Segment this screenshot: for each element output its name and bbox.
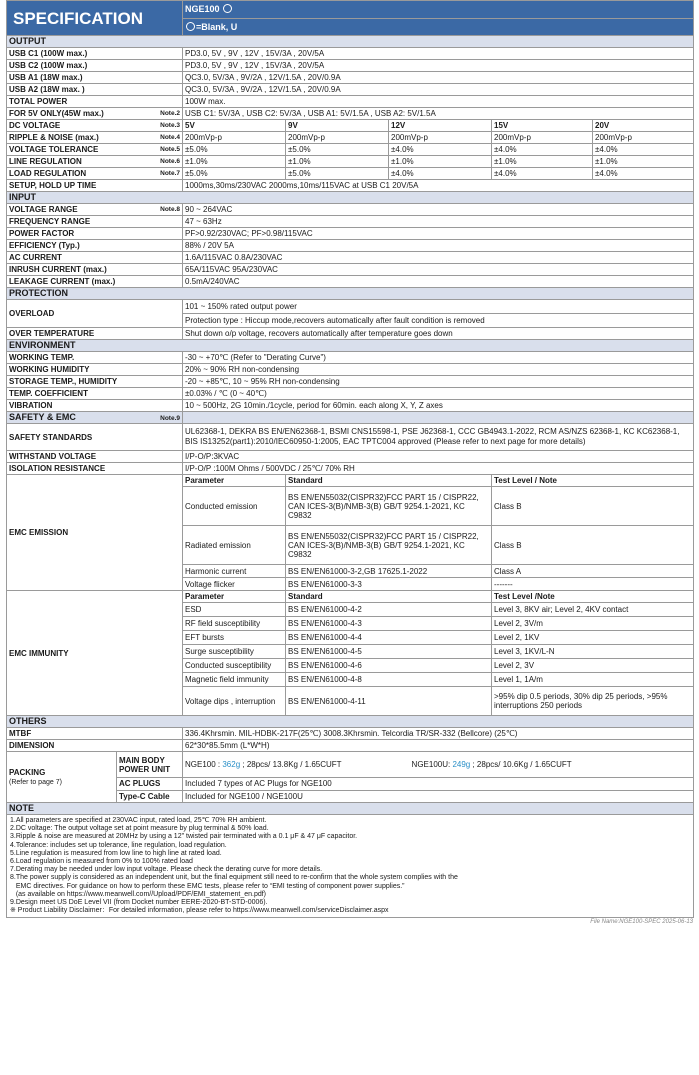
emi-param: Conducted emission [183,487,286,526]
ems-standard: BS EN/EN61000-4-11 [286,687,492,716]
option-circle-icon [186,22,195,31]
tolerance-value: ±4.0% [492,144,593,156]
emi-standard: BS EN/EN61000-3-2,GB 17625.1-2022 [286,565,492,578]
label-type-c-cable: Type-C Cable [117,790,183,803]
ems-level: Level 2, 1KV [492,631,694,645]
label-emc-immunity: EMC IMMUNITY [7,591,183,716]
emi-level: Class A [492,565,694,578]
emi-header-level: Test Level / Note [492,475,694,487]
note-line: (as available on https://www.meanwell.com//Upload/PDF/EMI_statement_en.pdf) [10,890,267,898]
ems-header-parameter: Parameter [183,591,286,603]
label-inrush: INRUSH CURRENT (max.) [7,264,183,276]
value-over-temperature: Shut down o/p voltage, recovers automatically after temperature goes down [183,328,694,340]
label-isolation: ISOLATION RESISTANCE [7,463,183,475]
ems-standard: BS EN/EN61000-4-8 [286,673,492,687]
value-temp-coefficient: ±0.03% / ℃ (0 ~ 40℃) [183,388,694,400]
label-safety-standards: SAFETY STANDARDS [7,424,183,451]
value-ac-current: 1.6A/115VAC 0.8A/230VAC [183,252,694,264]
ems-level: Level 3, 1KV/L-N [492,645,694,659]
dc-voltage-15v: 15V [492,120,593,132]
ems-param: Magnetic field immunity [183,673,286,687]
section-safety-fill [183,412,694,424]
label-working-humidity: WORKING HUMIDITY [7,364,183,376]
model-option: =Blank, U [183,18,694,36]
file-footer: File Name:NGE100-SPEC 2025-06-13 [590,919,693,926]
label-dc-voltage: DC VOLTAGE Note.3 [7,120,183,132]
label-usb-c1: USB C1 (100W max.) [7,48,183,60]
value-setup-holdup: 1000ms,30ms/230VAC 2000ms,10ms/115VAC at USB C1 20V/5A [183,180,694,192]
ems-param: EFT bursts [183,631,286,645]
label-voltage-tolerance: VOLTAGE TOLERANCE Note.5 [7,144,183,156]
label-over-temperature: OVER TEMPERATURE [7,328,183,340]
value-ac-plugs: Included 7 types of AC Plugs for NGE100 [183,778,694,790]
line-reg-value: ±1.0% [286,156,389,168]
value-safety-standards: UL62368-1, DEKRA BS EN/EN62368-1, BSMI CNS15598-1, PSE J62368-1, CCC GB4943.1-2022, RCM AS/NZS 62368-1, KC KC62368-1, BIS IS13252(part1):2010/IEC60950-1:2005, EAC TPTC004 approved (Please refer to next page for more details) [183,424,694,451]
dc-voltage-12v: 12V [389,120,492,132]
label-5v-only: FOR 5V ONLY(45W max.) Note.2 [7,108,183,120]
emi-level: Class B [492,526,694,565]
value-overload: 101 ~ 150% rated output power [183,300,694,314]
spec-title: SPECIFICATION [7,1,183,36]
tolerance-value: ±4.0% [389,144,492,156]
value-working-humidity: 20% ~ 90% RH non-condensing [183,364,694,376]
label-ac-current: AC CURRENT [7,252,183,264]
ems-param: Surge susceptibility [183,645,286,659]
ripple-value: 200mVp-p [593,132,694,144]
spec-table [6,0,694,918]
emi-header-parameter: Parameter [183,475,286,487]
section-input: INPUT [7,192,694,204]
ems-standard: BS EN/EN61000-4-5 [286,645,492,659]
value-vibration: 10 ~ 500Hz, 2G 10min./1cycle, period for 60min. each along X, Y, Z axes [183,400,694,412]
label-temp-coefficient: TEMP. COEFFICIENT [7,388,183,400]
value-inrush: 65A/115VAC 95A/230VAC [183,264,694,276]
note-line: 5.Line regulation is measured from low line to high line at rated load. [10,849,222,857]
section-safety: SAFETY & EMC Note.9 [7,412,183,424]
section-output: OUTPUT [7,36,694,48]
ems-param: ESD [183,603,286,617]
ems-standard: BS EN/EN61000-4-3 [286,617,492,631]
ripple-value: 200mVp-p [286,132,389,144]
ems-param: RF field susceptibility [183,617,286,631]
label-total-power: TOTAL POWER [7,96,183,108]
value-working-temp: -30 ~ +70℃ (Refer to "Derating Curve") [183,352,694,364]
label-main-body: MAIN BODY POWER UNIT [117,752,183,778]
emi-header-standard: Standard [286,475,492,487]
load-reg-value: ±4.0% [593,168,694,180]
label-line-regulation: LINE REGULATION Note.6 [7,156,183,168]
ems-level: Level 3, 8KV air; Level 2, 4KV contact [492,603,694,617]
label-overload: OVERLOAD [7,300,183,328]
label-frequency-range: FREQUENCY RANGE [7,216,183,228]
label-vibration: VIBRATION [7,400,183,412]
ems-level: >95% dip 0.5 periods, 30% dip 25 periods, >95% interruptions 250 periods [492,687,694,716]
line-reg-value: ±1.0% [183,156,286,168]
option-circle-icon [223,4,232,13]
tolerance-value: ±4.0% [593,144,694,156]
emi-param: Harmonic current [183,565,286,578]
label-emc-emission: EMC EMISSION [7,475,183,591]
label-usb-a1: USB A1 (18W max.) [7,72,183,84]
load-reg-value: ±5.0% [183,168,286,180]
label-ripple: RIPPLE & NOISE (max.) Note.4 [7,132,183,144]
label-ac-plugs: AC PLUGS [117,778,183,790]
value-usb-a2: QC3.0, 5V/3A , 9V/2A , 12V/1.5A , 20V/0.9A [183,84,694,96]
note-line: 8.The power supply is considered as an independent unit, but the final equipment still need to re-confirm that the whole system complies with the [10,874,458,882]
note-line: 1.All parameters are specified at 230VAC input, rated load, 25℃ 70% RH ambient. [10,817,267,824]
ems-standard: BS EN/EN61000-4-6 [286,659,492,673]
dc-voltage-9v: 9V [286,120,389,132]
ems-param: Voltage dips , interruption [183,687,286,716]
value-frequency-range: 47 ~ 63Hz [183,216,694,228]
line-reg-value: ±1.0% [389,156,492,168]
label-usb-a2: USB A2 (18W max. ) [7,84,183,96]
emi-standard: BS EN/EN61000-3-3 [286,578,492,591]
line-reg-value: ±1.0% [492,156,593,168]
value-overload-type: Protection type : Hiccup mode,recovers automatically after fault condition is removed [183,314,694,328]
ems-header-level: Test Level /Note [492,591,694,603]
section-others: OTHERS [7,716,694,728]
label-packing: PACKING (Refer to page 7) [7,752,117,803]
ems-level: Level 2, 3V/m [492,617,694,631]
dc-voltage-20v: 20V [593,120,694,132]
label-voltage-range: VOLTAGE RANGE Note.8 [7,204,183,216]
value-usb-c1: PD3.0, 5V , 9V , 12V , 15V/3A , 20V/5A [183,48,694,60]
load-reg-value: ±4.0% [389,168,492,180]
value-efficiency: 88% / 20V 5A [183,240,694,252]
value-total-power: 100W max. [183,96,694,108]
value-usb-c2: PD3.0, 5V , 9V , 12V , 15V/3A , 20V/5A [183,60,694,72]
emi-standard: BS EN/EN55032(CISPR32)FCC PART 15 / CISPR22, CAN ICES-3(B)/NMB-3(B) GB/T 9254.1-2021, KC C9832 [286,487,492,526]
value-power-factor: PF>0.92/230VAC; PF>0.98/115VAC [183,228,694,240]
label-leakage: LEAKAGE CURRENT (max.) [7,276,183,288]
section-protection: PROTECTION [7,288,694,300]
section-note: NOTE [7,803,694,815]
emi-level: ------- [492,578,694,591]
note-line: 9.Design meet US DoE Level VII (from Docket number EERE-2020-BT-STD-0006). [10,899,268,907]
notes-block [7,815,694,918]
load-reg-value: ±4.0% [492,168,593,180]
note-line: 7.Derating may be needed under low input voltage. Please check the derating curve for more details. [10,866,323,874]
value-main-body: NGE100 : 362g ; 28pcs/ 13.8Kg / 1.65CUFT NGE100U: 249g ; 28pcs/ 10.6Kg / 1.65CUFT [183,752,694,778]
ems-level: Level 1, 1A/m [492,673,694,687]
value-dimension: 62*30*85.5mm (L*W*H) [183,740,694,752]
ripple-value: 200mVp-p [389,132,492,144]
section-environment: ENVIRONMENT [7,340,694,352]
load-reg-value: ±5.0% [286,168,389,180]
ripple-value: 200mVp-p [492,132,593,144]
note-line: 3.Ripple & noise are measured at 20MHz by using a 12" twisted pair terminated with a 0.1 μF & 47 μF capacitor. [10,833,358,841]
emi-param: Radiated emission [183,526,286,565]
value-voltage-range: 90 ~ 264VAC [183,204,694,216]
value-mtbf: 336.4Khrsmin. MIL-HDBK-217F(25℃) 3008.3Khrsmin. Telcordia TR/SR-332 (Bellcore) (25℃) [183,728,694,740]
value-type-c-cable: Included for NGE100 / NGE100U [183,790,694,803]
ems-level: Level 2, 3V [492,659,694,673]
label-withstand-voltage: WITHSTAND VOLTAGE [7,451,183,463]
value-storage-temp: -20 ~ +85℃, 10 ~ 95% RH non-condensing [183,376,694,388]
ems-header-standard: Standard [286,591,492,603]
ripple-value: 200mVp-p [183,132,286,144]
note-line: 2.DC voltage: The output voltage set at point measure by plug terminal & 50% load. [10,825,269,833]
label-efficiency: EFFICIENCY (Typ.) [7,240,183,252]
tolerance-value: ±5.0% [183,144,286,156]
label-working-temp: WORKING TEMP. [7,352,183,364]
label-dimension: DIMENSION [7,740,183,752]
label-usb-c2: USB C2 (100W max.) [7,60,183,72]
value-5v-only: USB C1: 5V/3A , USB C2: 5V/3A , USB A1: 5V/1.5A , USB A2: 5V/1.5A [183,108,694,120]
ems-param: Conducted susceptibility [183,659,286,673]
label-load-regulation: LOAD REGULATION Note.7 [7,168,183,180]
label-storage-temp: STORAGE TEMP., HUMIDITY [7,376,183,388]
line-reg-value: ±1.0% [593,156,694,168]
ems-standard: BS EN/EN61000-4-2 [286,603,492,617]
note-line: EMC directives. For guidance on how to perform these EMC tests, please refer to “EMI testing of component power supplies.” [10,882,405,890]
label-mtbf: MTBF [7,728,183,740]
model-name: NGE100 [183,1,694,19]
label-power-factor: POWER FACTOR [7,228,183,240]
emi-param: Voltage flicker [183,578,286,591]
dc-voltage-5v: 5V [183,120,286,132]
label-setup-holdup: SETUP, HOLD UP TIME [7,180,183,192]
note-line: 4.Tolerance: includes set up tolerance, line regulation, load regulation. [10,841,227,849]
ems-standard: BS EN/EN61000-4-4 [286,631,492,645]
note-line: ※ Product Liability Disclaimer：For detailed information, please refer to https://www.meanwell.com/serviceDisclaimer.aspx [10,907,389,915]
tolerance-value: ±5.0% [286,144,389,156]
note-line: 6.Load regulation is measured from 0% to 100% rated load [10,858,193,866]
value-isolation: I/P-O/P :100M Ohms / 500VDC / 25℃/ 70% RH [183,463,694,475]
value-leakage: 0.5mA/240VAC [183,276,694,288]
value-withstand-voltage: I/P-O/P:3KVAC [183,451,694,463]
emi-standard: BS EN/EN55032(CISPR32)FCC PART 15 / CISPR22, CAN ICES-3(B)/NMB-3(B) GB/T 9254.1-2021, KC C9832 [286,526,492,565]
spec-sheet [6,0,693,925]
emi-level: Class B [492,487,694,526]
value-usb-a1: QC3.0, 5V/3A , 9V/2A , 12V/1.5A , 20V/0.9A [183,72,694,84]
